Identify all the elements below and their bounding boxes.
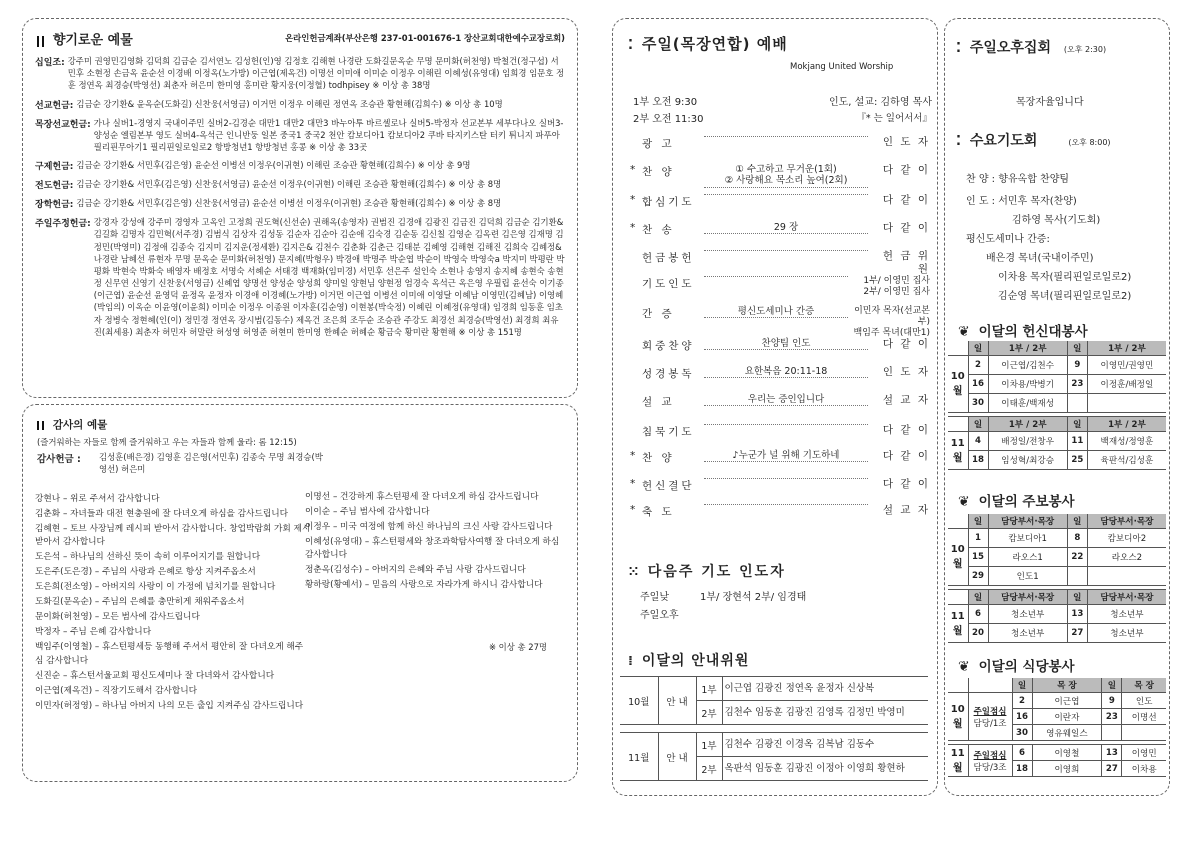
bulletin-row xyxy=(948,567,1166,586)
dedication-head: 1부 / 2부 xyxy=(1087,341,1166,356)
guides-row xyxy=(620,733,928,757)
thanks-entry: 도은석 – 하나님의 선하신 뜻이 속히 이루어지기를 원합니다 xyxy=(35,552,261,563)
bulletin-head: 담당부서·목장 xyxy=(1087,514,1166,529)
kitchen-head: 목 장 xyxy=(1122,678,1166,693)
offering-label: 목장선교헌금: xyxy=(35,119,91,130)
thanks-entry: 문이화(허천영) – 모든 범사에 감사드립니다 xyxy=(35,612,200,623)
kitchen-month: 10월 xyxy=(948,693,968,741)
kitchen-cell: 이명선 xyxy=(1122,709,1166,725)
bulletin-cell: 청소년부 xyxy=(1087,605,1166,624)
kitchen-cell: 이차용 xyxy=(1122,761,1166,777)
guides-month: 10월 xyxy=(620,677,658,725)
afternoon-time: (오후 2:30) xyxy=(1063,45,1107,54)
order-detail: 평신도세미나 간증 xyxy=(704,306,848,318)
thanks-entry: 이혜성(유영대) – 휴스턴평세와 창조과학탐사여행 잘 다녀오게 하심 감사합니다 xyxy=(305,537,560,561)
kitchen-row xyxy=(948,745,1166,761)
order-item: 축 도 xyxy=(642,506,675,518)
dedication-head: 일 xyxy=(968,417,988,432)
next-prayer-row2-label: 주일오후 xyxy=(640,610,679,621)
order-star: * xyxy=(630,194,636,206)
order-leader: 다 같 이 xyxy=(882,164,930,176)
bars-icon xyxy=(37,36,44,47)
kitchen-cell: 6 xyxy=(1012,745,1032,761)
wednesday-line: 평신도세미나 간증: xyxy=(966,234,1050,245)
dots-icon: ⁚ xyxy=(956,41,961,56)
order-detail xyxy=(704,478,868,479)
dedication-head: 일 xyxy=(1067,417,1087,432)
dots-icon: ⁞ xyxy=(628,654,633,669)
dedication-cell xyxy=(1067,394,1087,413)
guides-title: 이달의 안내위원 xyxy=(641,653,750,669)
wednesday-line: 이차용 목자(필리핀일로일로2) xyxy=(998,272,1132,283)
order-detail: 우리는 증인입니다 xyxy=(704,394,868,406)
bulletin-cell: 청소년부 xyxy=(988,605,1067,624)
dedication-cell: 이태훈/백재성 xyxy=(988,394,1067,413)
offering-label: 구제헌금: xyxy=(35,162,74,173)
order-detail: 찬양팀 인도 xyxy=(704,338,868,350)
order-item: 기도인도 xyxy=(642,278,695,290)
dedication-row xyxy=(948,356,1166,375)
offering-names: 김금순 강기환& 윤옥순(도화길) 신찬웅(서영금) 이거먼 이정우 이해린 정연옥 조승관 황현해(김희수) ※ 이상 총 10명 xyxy=(76,98,503,109)
afternoon-title: 주일오후집회 xyxy=(969,40,1051,56)
dedication-cell: 백재성/정영훈 xyxy=(1087,432,1166,451)
order-leader: 다 같 이 xyxy=(882,338,930,350)
order-leader: 다 같 이 xyxy=(882,424,930,436)
bulletin-cell: 라오스2 xyxy=(1087,548,1166,567)
bulletin-row xyxy=(948,605,1166,624)
bulletin-row xyxy=(948,529,1166,548)
order-detail: 29 장 xyxy=(704,222,868,234)
thanks-entry: 박정자 – 주님 은혜 감사합니다 xyxy=(35,627,152,638)
order-row xyxy=(630,250,930,275)
offering-label: 전도헌금: xyxy=(35,181,74,192)
bulletin-head: 담당부서·목장 xyxy=(988,514,1067,529)
order-row xyxy=(630,450,930,468)
thanks-offering xyxy=(37,451,327,475)
thanks-entry: 이명선 – 건강하게 휴스턴평세 잘 다녀오게 하심 감사드립니다 xyxy=(305,492,539,502)
worship-time2: 2부 오전 11:30 xyxy=(633,114,704,125)
wednesday-title: 수요기도회 xyxy=(969,133,1038,149)
next-prayer-title: 다음주 기도 인도자 xyxy=(647,564,786,580)
wednesday-time: (오후 8:00) xyxy=(1068,138,1111,147)
kitchen-head: 일 xyxy=(1012,678,1032,693)
order-item: 헌신결단 xyxy=(642,480,695,492)
order-detail: 요한복음 20:11-18 xyxy=(704,366,868,378)
dedication-cell xyxy=(1087,394,1166,413)
offering-label: 선교헌금: xyxy=(35,100,74,111)
order-item: 회중찬양 xyxy=(642,340,695,352)
offerings-panel xyxy=(22,18,578,398)
order-row xyxy=(630,394,930,412)
bulletin-title-wrap xyxy=(958,490,1075,510)
dots-icon: ⁙ xyxy=(628,565,639,580)
dots-icon: ⁚ xyxy=(956,134,961,149)
dedication-cell: 이근엽/김천수 xyxy=(988,356,1067,375)
thanks-entry: 강현나 – 위로 주셔서 감사합니다 xyxy=(35,494,160,504)
offering-names: 강주미 권영민김영화 김덕희 김금순 김서연노 김성헌(인)영 김정호 김해현 나경란 도화길문옥순 무명 문미화(허천영) 박철건(정구섭) 서민후 소현정 손금옥 윤순선 이경배 이정옥(노가방) 이근엽(제옥건) 이명선 이미애 이미순 이정우 이해린 이혜성(유영대) 임희경 임문호 정훈 정연옥 최경승(박영선) 최춘자 허은미 한미영 홍미란 황지웅(이정혈) todhpisey ※ 이상 총 38명 xyxy=(67,56,565,91)
offering-row xyxy=(35,178,565,191)
order-leader: 설 교 자 xyxy=(882,394,930,406)
bulletin-cell xyxy=(1067,567,1087,586)
kitchen-cell: 16 xyxy=(1012,709,1032,725)
guides-part: 1부 xyxy=(696,677,722,701)
kitchen-cell: 이영민 xyxy=(1122,745,1166,761)
bulletin-head: 일 xyxy=(968,514,988,529)
offering-names: 김금순 강기환& 서민후(김은영) 신찬웅(서영금) 윤순선 이정우(이귀현) 이해린 조승관 황현해(김희수) ※ 이상 총 8명 xyxy=(76,179,502,190)
order-detail: ① 수고하고 무거운(1회) ② 사랑해요 목소리 높여(2회) xyxy=(704,164,868,188)
order-leader: 인 도 자 xyxy=(882,136,930,148)
dedication-cell: 이영민/권영민 xyxy=(1087,356,1166,375)
thanks-right-list xyxy=(305,491,567,594)
thanks-entry: 이이순 – 주님 범사에 감사합니다 xyxy=(305,507,430,518)
kitchen-cell: 이영철 xyxy=(1032,745,1102,761)
heart-icon: ❦ xyxy=(958,659,970,675)
kitchen-cell: 13 xyxy=(1102,745,1122,761)
offering-row xyxy=(35,197,565,210)
thanks-entry: 도화길(문옥순) – 주님의 은혜를 충만히게 채워주옵소서 xyxy=(35,597,245,608)
bulletin-head: 담당부서·목장 xyxy=(1087,590,1166,605)
guides-role: 안 내 xyxy=(658,733,696,781)
kitchen-cell: 이근엽 xyxy=(1032,693,1102,709)
dedication-head: 일 xyxy=(1067,341,1087,356)
order-row xyxy=(630,478,930,496)
kitchen-team-label: 담당/3조 xyxy=(973,762,1007,773)
dedication-cell: 30 xyxy=(968,394,988,413)
guides-row xyxy=(620,677,928,701)
order-item: 찬 양 xyxy=(642,166,675,178)
order-leader: 이민자 목자(선교본부) 백임주 목녀(대만1) xyxy=(853,306,930,338)
wednesday-line: 김순영 목녀(필리핀일로일로2) xyxy=(998,291,1132,302)
bulletin-title: 이달의 주보봉사 xyxy=(978,494,1075,510)
offering-names: 김금순 강기환& 서민후(김은영) 신찬웅(서영금) 윤순선 이병선 이정우(이귀현) 조승관 황현해(김희수) ※ 이상 총 8명 xyxy=(76,198,502,209)
kitchen-cell xyxy=(1122,725,1166,741)
guides-month: 11월 xyxy=(620,733,658,781)
order-leader: 헌 금 위 원 xyxy=(882,250,930,275)
thanks-total: ※ 이상 총 27명 xyxy=(488,642,547,652)
kitchen-role xyxy=(968,693,1012,741)
kitchen-title-wrap xyxy=(958,655,1075,675)
thanks-entry: 김혜현 – 토브 사장님께 레시피 받아서 감사합니다. 창업박람회 가회 제시 받아서 감사합니다 xyxy=(35,524,311,548)
kitchen-cell: 이영희 xyxy=(1032,761,1102,777)
worship-leader1: 인도, 설교: 김하영 목사 xyxy=(828,97,932,108)
order-detail xyxy=(704,276,848,277)
dedication-table xyxy=(948,341,1166,470)
bulletin-table xyxy=(948,514,1166,643)
bulletin-cell: 라오스1 xyxy=(988,548,1067,567)
dedication-head: 일 xyxy=(968,341,988,356)
order-leader: 다 같 이 xyxy=(882,478,930,490)
offering-row xyxy=(35,55,565,92)
kitchen-cell: 18 xyxy=(1012,761,1032,777)
order-row xyxy=(630,504,930,522)
bulletin-head-row xyxy=(948,514,1166,529)
offering-names: 김금순 강기환& 서민후(김은영) 윤순선 이병선 이정우(이귀현) 이해린 조승관 황현해(김희수) ※ 이상 총 9명 xyxy=(76,160,471,171)
bulletin-cell: 인도1 xyxy=(988,567,1067,586)
kitchen-corner xyxy=(948,678,968,693)
wednesday-line: 김하영 목사(기도회) xyxy=(1012,215,1101,226)
dedication-row xyxy=(948,451,1166,470)
offering-names: 가나 실버1-경영지 국내이주민 실버2-김경순 대만1 대만2 대만3 바누아투 바르셀로나 실버5-박정자 선교본부 세부다나오 실버3-양성순 엘림본부 영도 실버4-옥석근 인니반둥 일본 중국1 중국2 천안 캄보디아1 캄보디아2 쿠바 타지키스탄 터키 튀니지 파푸아 필리핀무아기1 필리핀일로일로2 항방청년1 항방청년 홍콩 ※ 이상 총 33곳 xyxy=(93,117,564,152)
guides-part: 1부 xyxy=(696,733,722,757)
dedication-cell: 육판석/김성훈 xyxy=(1087,451,1166,470)
bulletin-cell xyxy=(1087,567,1166,586)
order-row xyxy=(630,424,930,442)
offerings-title-wrap xyxy=(37,29,133,48)
kitchen-cell: 인도 xyxy=(1122,693,1166,709)
dedication-cell: 4 xyxy=(968,432,988,451)
bulletin-head: 담당부서·목장 xyxy=(988,590,1067,605)
order-row xyxy=(630,164,930,187)
thanks-entry: 김춘화 – 자녀들과 대전 현충원에 잘 다녀오게 하심을 감사드립니다 xyxy=(35,509,289,520)
order-row xyxy=(630,222,930,240)
afternoon-text: 목장자율입니다 xyxy=(1016,97,1084,108)
offerings-account: 온라인헌금계좌(부산은행 237-01-001676-1 장산교회대한예수교장로회) xyxy=(285,33,565,44)
kitchen-cell: 27 xyxy=(1102,761,1122,777)
bulletin-head-row xyxy=(948,590,1166,605)
kitchen-month: 11월 xyxy=(948,745,968,777)
bulletin-row xyxy=(948,624,1166,643)
offerings-title: 향기로운 예물 xyxy=(52,33,133,48)
order-item: 합심기도 xyxy=(642,196,695,208)
dedication-cell: 16 xyxy=(968,375,988,394)
dedication-corner xyxy=(948,341,968,356)
guides-names: 김천수 김광진 이경옥 김복남 김동수 xyxy=(722,733,928,757)
order-item: 간 증 xyxy=(642,308,675,320)
order-detail xyxy=(704,136,868,137)
offering-row xyxy=(35,98,565,111)
kitchen-row xyxy=(948,693,1166,709)
kitchen-cell: 영유웨일스 xyxy=(1032,725,1102,741)
thanks-entry: 정춘옥(김성수) – 아버지의 은혜와 주님 사랑 감사드립니다 xyxy=(305,565,526,576)
offering-label: 십일조: xyxy=(35,58,65,68)
order-row xyxy=(630,338,930,356)
thanks-entry: 이근엽(제옥건) – 직장기도해서 감사합니다 xyxy=(35,685,198,696)
thanks-entry: 이정우 – 미국 여정에 함께 하신 하나님의 크신 사랑 감사드립니다 xyxy=(305,522,553,533)
dedication-cell: 23 xyxy=(1067,375,1087,394)
thanks-title: 감사의 예물 xyxy=(52,419,108,431)
order-leader: 다 같 이 xyxy=(882,194,930,206)
bulletin-cell: 8 xyxy=(1067,529,1087,548)
bulletin-cell: 27 xyxy=(1067,624,1087,643)
order-item: 설 교 xyxy=(642,396,675,408)
order-star: * xyxy=(630,478,636,490)
bulletin-cell: 캄보디아2 xyxy=(1087,529,1166,548)
wednesday-line: 인 도 : 서민후 목자(찬양) xyxy=(966,196,1077,207)
kitchen-cell: 9 xyxy=(1102,693,1122,709)
bulletin-cell: 6 xyxy=(968,605,988,624)
kitchen-cell: 23 xyxy=(1102,709,1122,725)
order-row xyxy=(630,276,930,297)
offering-label: 주일주정헌금: xyxy=(35,219,91,230)
dedication-head-row xyxy=(948,341,1166,356)
offerings-list xyxy=(35,51,565,338)
heart-icon: ❦ xyxy=(958,494,970,510)
kitchen-role xyxy=(968,745,1012,777)
dedication-row xyxy=(948,375,1166,394)
bulletin-corner xyxy=(948,514,968,529)
order-row xyxy=(630,306,930,338)
thanks-entry: 백임주(이영철) – 휴스턴평세등 동행해 주셔서 평안히 잘 다녀오게 해주심 감사합니다 xyxy=(35,642,304,666)
order-star: * xyxy=(630,222,636,234)
thanks-names: 김성훈(배은경) 김영훈 김은영(서민후) 김종숙 무명 최경승(박영선) 허은미 xyxy=(99,452,323,475)
worship-leader2: 『* 는 일어서서』 xyxy=(856,113,932,124)
order-leader: 1부/ 이영민 집사 2부/ 이영민 집사 xyxy=(863,276,930,297)
order-row xyxy=(630,194,930,212)
order-detail: ♪누군가 널 위해 기도하네 xyxy=(704,450,868,462)
wednesday-line: 찬 양 : 향유옥합 찬양팀 xyxy=(966,174,1070,185)
dedication-month: 11월 xyxy=(948,432,968,470)
dedication-cell: 9 xyxy=(1067,356,1087,375)
bulletin-cell: 1 xyxy=(968,529,988,548)
afternoon-title-wrap xyxy=(956,37,1106,57)
guides-names: 이근엽 김광진 정연옥 윤정자 신상복 xyxy=(722,677,928,701)
dedication-head: 1부 / 2부 xyxy=(988,417,1067,432)
order-detail xyxy=(704,424,868,425)
next-prayer-title-wrap xyxy=(628,561,786,581)
thanks-entry: 이민자(허정영) – 하나님 아버지 나의 모든 출입 지켜주심 감사드립니다 xyxy=(35,700,304,711)
order-item: 찬 양 xyxy=(642,452,675,464)
guides-names: 김천수 임동훈 김광진 김영록 김정민 박영미 xyxy=(722,701,928,725)
guides-part: 2부 xyxy=(696,757,722,781)
wednesday-title-wrap xyxy=(956,130,1111,150)
guides-names: 옥판석 임동훈 김광진 이정아 이영희 황현하 xyxy=(722,757,928,781)
order-row xyxy=(630,136,930,154)
worship-subtitle: Mokjang United Worship xyxy=(790,62,894,72)
kitchen-role-label: 주일점심 xyxy=(973,706,1007,717)
dedication-head: 1부 / 2부 xyxy=(988,341,1067,356)
order-star: * xyxy=(630,164,636,176)
order-item: 찬 송 xyxy=(642,224,675,236)
wednesday-line: 배은경 목녀(국내이주민) xyxy=(986,253,1094,264)
order-item: 광 고 xyxy=(642,138,675,150)
bulletin-head: 일 xyxy=(1067,590,1087,605)
bulletin-cell: 22 xyxy=(1067,548,1087,567)
offering-names: 강경자 강성애 강주미 경영자 고옥인 고정희 권도혁(신선순) 권해옥(송영자) 권범진 김경애 김광진 김금진 김덕희 김금순 김기환& 김길화 김명자 김민혁(서주경) 김범식 김상자 김성동 김순자 김순아 김순애 김숙경 김순동 김신칠 김영순 김옥련 김은영 김재명 김정민(박영미) 김정애 김종숙 김지미 김지운(정세환) 김지은& 김천수 김춘화 김춘근 김태분 김혜영 김해현 김해진 김희숙 김혜정& 나경란 남혜선 류현자 무명 문옥순 문미화(허천영) 문지혜(박형우) 박경애 박명주 박순엽 박순이 박영숙 박영숙a 박지미 박평란 박평화 박현숙 박화숙 배영자 배정호 서명숙 서혜순 서태경 백재화(임미경) 서민후 선은주 설인숙 소현나 송영지 송지혜 송현숙 송현정 신무연 신영기 신찬웅(서영금) 신혜엽 양명선 양성순 양성희 양미일 양현님 양현정 엄경숙 옥석근 옥은영 우필립 윤선숙 이기종(이근엽) 윤순선 윤영덕 윤정옥 윤정자 이경애 이경혜(노가방) 이거먼 이근엽 이병선 이미애 이영달 이혜남 이영민(김혜남) 이영혜(박임의) 이옥순 이윤영(이윤희) 이미순 이정우 이종원 이자훈(김순영) 이현봉(박숙정) 이혜린 이혜정(유영대) 임경희 임동훈 임초자 정병숙 정현혜(인(이) 정민경 정연옥 장시범(김동수) 제옥건 조은희 조두순 조승관 주강도 최경선 최경승(박영선) 최경희 최유진(최세용) 최춘자 허민자 허말란 허성영 허영준 허현미 한미영 한혜순 허혜순 황금숙 황미란 황현해 ※ 이상 총 151명 xyxy=(93,217,565,337)
dedication-row xyxy=(948,432,1166,451)
kitchen-role-label: 주일점심 xyxy=(973,750,1007,761)
bulletin-cell: 29 xyxy=(968,567,988,586)
next-prayer-row1-label: 주일낮 xyxy=(640,592,669,603)
dedication-cell: 이차용/박병기 xyxy=(988,375,1067,394)
order-leader: 다 같 이 xyxy=(882,450,930,462)
order-star: * xyxy=(630,450,636,462)
kitchen-head-row xyxy=(948,678,1166,693)
dedication-head-row xyxy=(948,417,1166,432)
next-prayer-row1-value: 1부/ 장현석 2부/ 임경태 xyxy=(700,592,807,603)
kitchen-cell xyxy=(1102,725,1122,741)
offering-label: 장학헌금: xyxy=(35,200,74,211)
kitchen-title: 이달의 식당봉사 xyxy=(978,659,1075,675)
bulletin-cell: 15 xyxy=(968,548,988,567)
kitchen-corner xyxy=(968,678,1012,693)
heart-icon: ❦ xyxy=(958,324,970,340)
order-leader: 다 같 이 xyxy=(882,222,930,234)
order-item: 침묵기도 xyxy=(642,426,695,438)
bulletin-head: 일 xyxy=(968,590,988,605)
thanks-left-list xyxy=(35,493,311,715)
guides-title-wrap xyxy=(628,650,749,670)
kitchen-cell: 30 xyxy=(1012,725,1032,741)
offering-row xyxy=(35,159,565,172)
bulletin-head: 일 xyxy=(1067,514,1087,529)
offering-row xyxy=(35,216,565,338)
worship-title: 주일(목장연합) 예배 xyxy=(641,35,788,53)
thanks-label: 감사헌금 : xyxy=(37,454,81,465)
guides-table xyxy=(620,676,928,781)
bulletin-cell: 20 xyxy=(968,624,988,643)
order-detail xyxy=(704,504,868,505)
bulletin-row xyxy=(948,548,1166,567)
dedication-title: 이달의 헌신대봉사 xyxy=(978,324,1088,340)
bulletin-month: 11월 xyxy=(948,605,968,643)
kitchen-table xyxy=(948,678,1166,777)
thanks-verse: (즐거워하는 자들로 함께 즐거워하고 우는 자들과 함께 울라: 롬 12:15) xyxy=(37,437,297,447)
thanks-entry: 도은주(도은경) – 주님의 사랑과 은혜로 항상 지켜주옵소서 xyxy=(35,567,256,578)
order-detail xyxy=(704,250,868,251)
bars-icon xyxy=(37,421,44,430)
order-leader: 설 교 자 xyxy=(882,504,930,516)
kitchen-cell: 2 xyxy=(1012,693,1032,709)
dedication-cell: 25 xyxy=(1067,451,1087,470)
offering-row xyxy=(35,117,565,154)
dedication-cell: 이정훈/배정일 xyxy=(1087,375,1166,394)
dedication-cell: 11 xyxy=(1067,432,1087,451)
dedication-corner xyxy=(948,417,968,432)
dedication-head: 1부 / 2부 xyxy=(1087,417,1166,432)
guides-role: 안 내 xyxy=(658,677,696,725)
guides-part: 2부 xyxy=(696,701,722,725)
bulletin-cell: 청소년부 xyxy=(1087,624,1166,643)
dedication-month: 10월 xyxy=(948,356,968,413)
dedication-cell: 배정일/전창우 xyxy=(988,432,1067,451)
guides-spacer xyxy=(620,725,928,733)
dots-icon: ⁚ xyxy=(628,38,633,53)
dedication-title-wrap xyxy=(958,320,1088,340)
bulletin-corner xyxy=(948,590,968,605)
kitchen-head: 일 xyxy=(1102,678,1122,693)
order-row xyxy=(630,366,930,384)
thanks-panel xyxy=(22,404,578,782)
order-star: * xyxy=(630,504,636,516)
bulletin-cell: 13 xyxy=(1067,605,1087,624)
dedication-cell: 18 xyxy=(968,451,988,470)
kitchen-team-label: 담당/1조 xyxy=(973,718,1007,729)
dedication-row xyxy=(948,394,1166,413)
order-item: 헌금봉헌 xyxy=(642,252,695,264)
order-detail xyxy=(704,194,868,195)
thanks-entry: 도은희(전소영) – 아버지의 사랑이 이 가정에 넘치기를 원합니다 xyxy=(35,582,276,593)
thanks-entry: 신진순 – 휴스턴서울교회 평신도세미나 잘 다녀와서 감사합니다 xyxy=(35,670,275,681)
bulletin-cell: 청소년부 xyxy=(988,624,1067,643)
worship-title-wrap xyxy=(628,33,788,54)
bulletin-month: 10월 xyxy=(948,529,968,586)
worship-time1: 1부 오전 9:30 xyxy=(633,97,698,108)
order-item: 성경봉독 xyxy=(642,368,695,380)
dedication-cell: 2 xyxy=(968,356,988,375)
kitchen-cell: 이란자 xyxy=(1032,709,1102,725)
dedication-cell: 임성혁/최강승 xyxy=(988,451,1067,470)
kitchen-head: 목 장 xyxy=(1032,678,1102,693)
order-leader: 인 도 자 xyxy=(882,366,930,378)
bulletin-cell: 캄보디아1 xyxy=(988,529,1067,548)
thanks-entry: 황하랑(황예서) – 믿음의 사랑으로 자라가게 하시니 감사합니다 xyxy=(305,580,543,591)
